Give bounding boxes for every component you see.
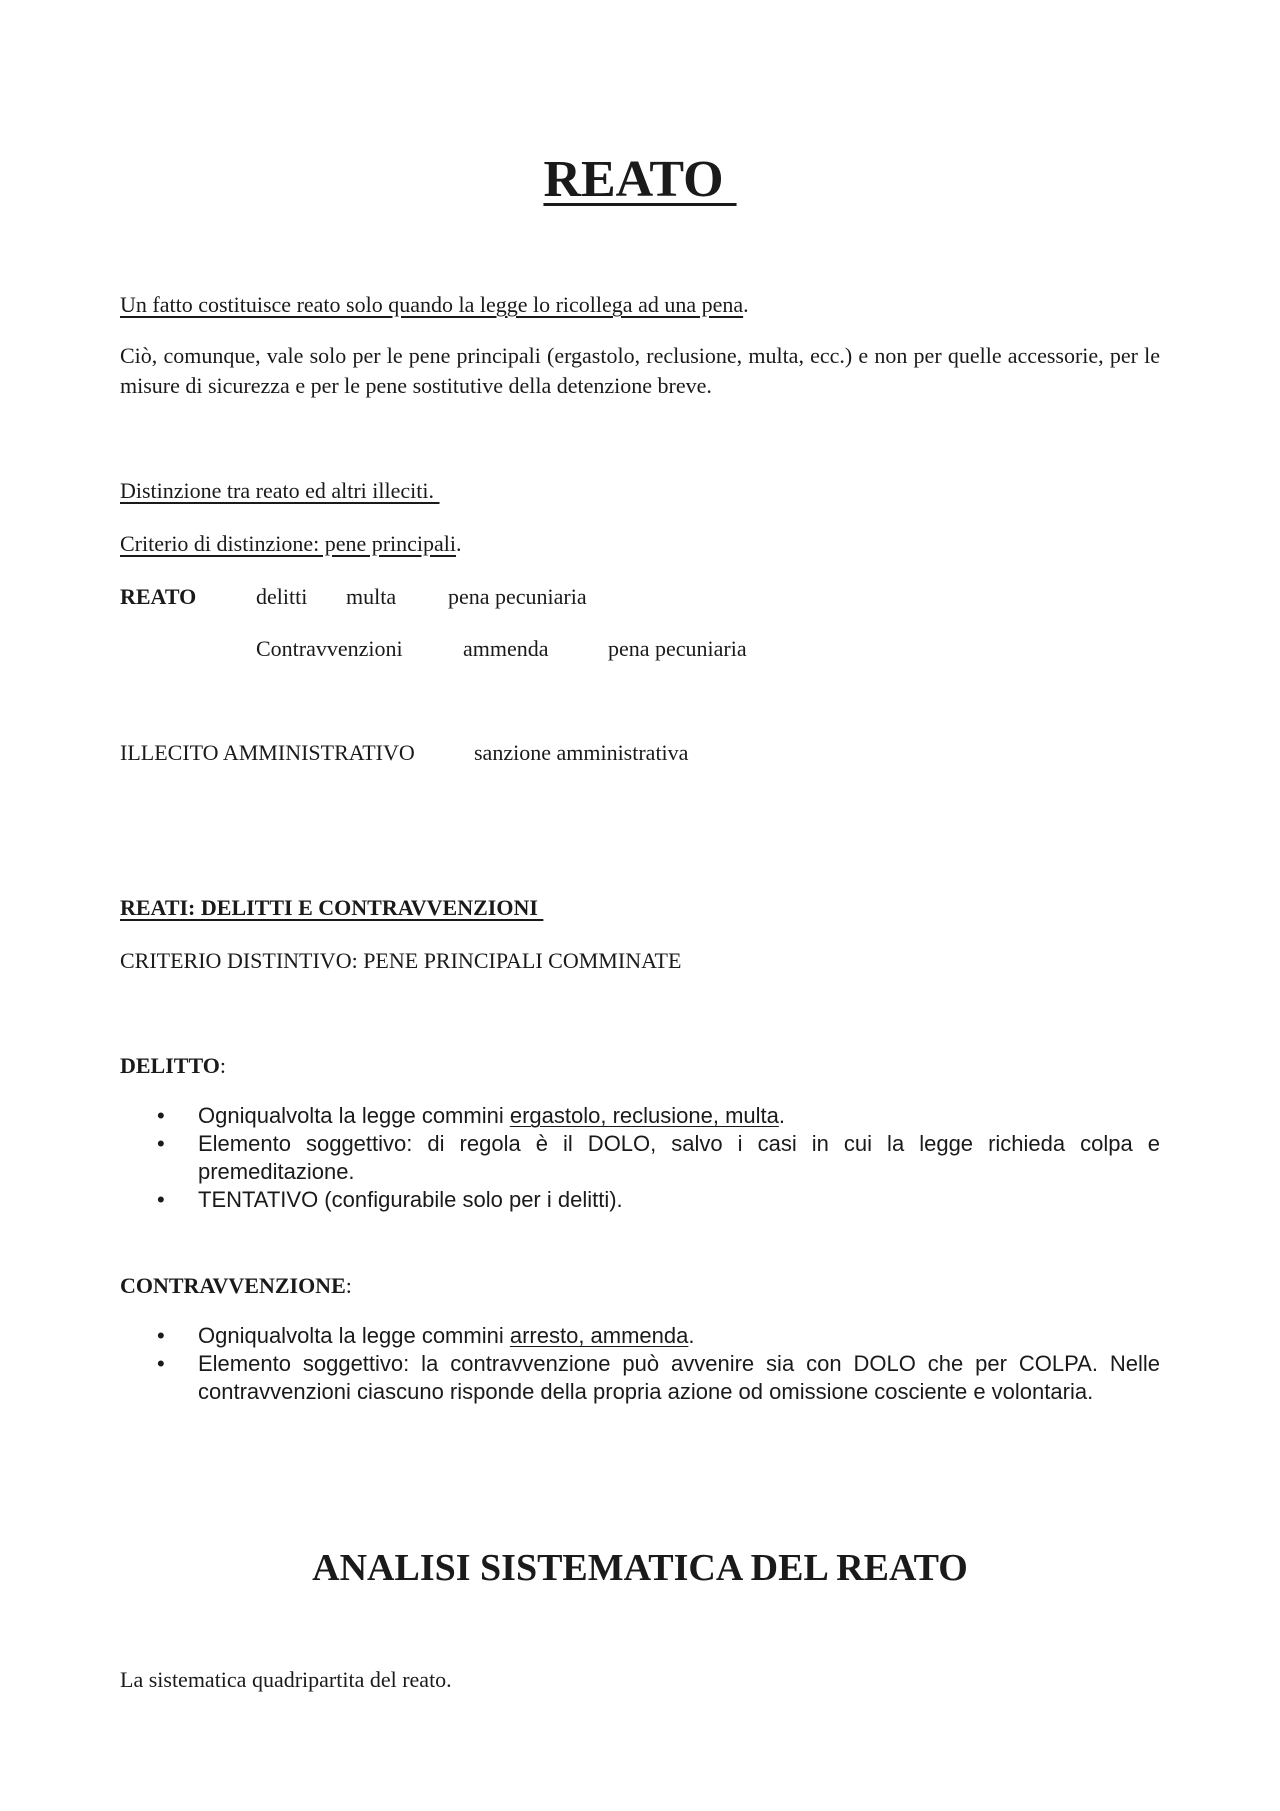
row-delitti-type: delitti (256, 584, 308, 609)
row-contravvenzioni-kind: pena pecuniaria (608, 636, 747, 661)
definition-paragraph (120, 290, 749, 320)
definition-text: Un fatto costituisce reato solo quando la legge lo ricollega ad una pena (120, 292, 744, 317)
row-delitti-kind: pena pecuniaria (448, 584, 587, 609)
bullet-icon: • (157, 1131, 165, 1156)
reati-criterion: CRITERIO DISTINTIVO: PENE PRINCIPALI COMMINATE (120, 948, 682, 973)
reati-heading: REATI: DELITTI E CONTRAVVENZIONI (120, 895, 544, 920)
delitto-list (120, 1102, 1160, 1214)
illecito-label: ILLECITO AMMINISTRATIVO (120, 740, 415, 765)
list-item: • Ogniqualvolta la legge commini arresto, ammenda. (157, 1323, 695, 1348)
list-item: • Ogniqualvolta la legge commini ergastolo, reclusione, multa. (157, 1103, 785, 1128)
list-item: • TENTATIVO (configurabile solo per i delitti). (157, 1187, 623, 1212)
distinction-heading: Distinzione tra reato ed altri illeciti. (120, 478, 440, 503)
contravvenzione-heading: CONTRAVVENZIONE: (120, 1273, 352, 1298)
row-contravvenzioni-type: Contravvenzioni (256, 636, 403, 661)
bullet-icon: • (157, 1187, 165, 1212)
bullet-icon: • (157, 1103, 165, 1128)
scope-paragraph: Ciò, comunque, vale solo per le pene principali (ergastolo, reclusione, multa, ecc.) e non per quelle accessorie, per le misure di sicurezza e per le pene sostitutive della detenzione breve. (120, 343, 1160, 398)
list-item: • Elemento soggettivo: di regola è il DOLO, salvo i casi in cui la legge richieda colpa e premeditazione. (157, 1131, 1160, 1184)
reato-label: REATO (120, 584, 197, 609)
distinction-criterion: Criterio di distinzione: pene principali. (120, 531, 462, 556)
analisi-text: La sistematica quadripartita del reato. (120, 1667, 452, 1692)
row-delitti-penalty: multa (346, 584, 397, 609)
definition-end: . (743, 292, 749, 317)
list-item: • Elemento soggettivo: la contravvenzione può avvenire sia con DOLO che per COLPA. Nelle contravvenzioni ciascuno risponde della propria azione od omissione cosciente e volontaria. (157, 1351, 1160, 1404)
analisi-heading: ANALISI SISTEMATICA DEL REATO (312, 1547, 968, 1589)
row-contravvenzioni-penalty: ammenda (463, 636, 549, 661)
page-title: REATO (543, 151, 737, 208)
illecito-sanction: sanzione amministrativa (474, 740, 689, 765)
contravvenzione-list (120, 1322, 1160, 1406)
bullet-icon: • (157, 1351, 165, 1376)
delitto-heading: DELITTO: (120, 1053, 226, 1078)
bullet-icon: • (157, 1323, 165, 1348)
